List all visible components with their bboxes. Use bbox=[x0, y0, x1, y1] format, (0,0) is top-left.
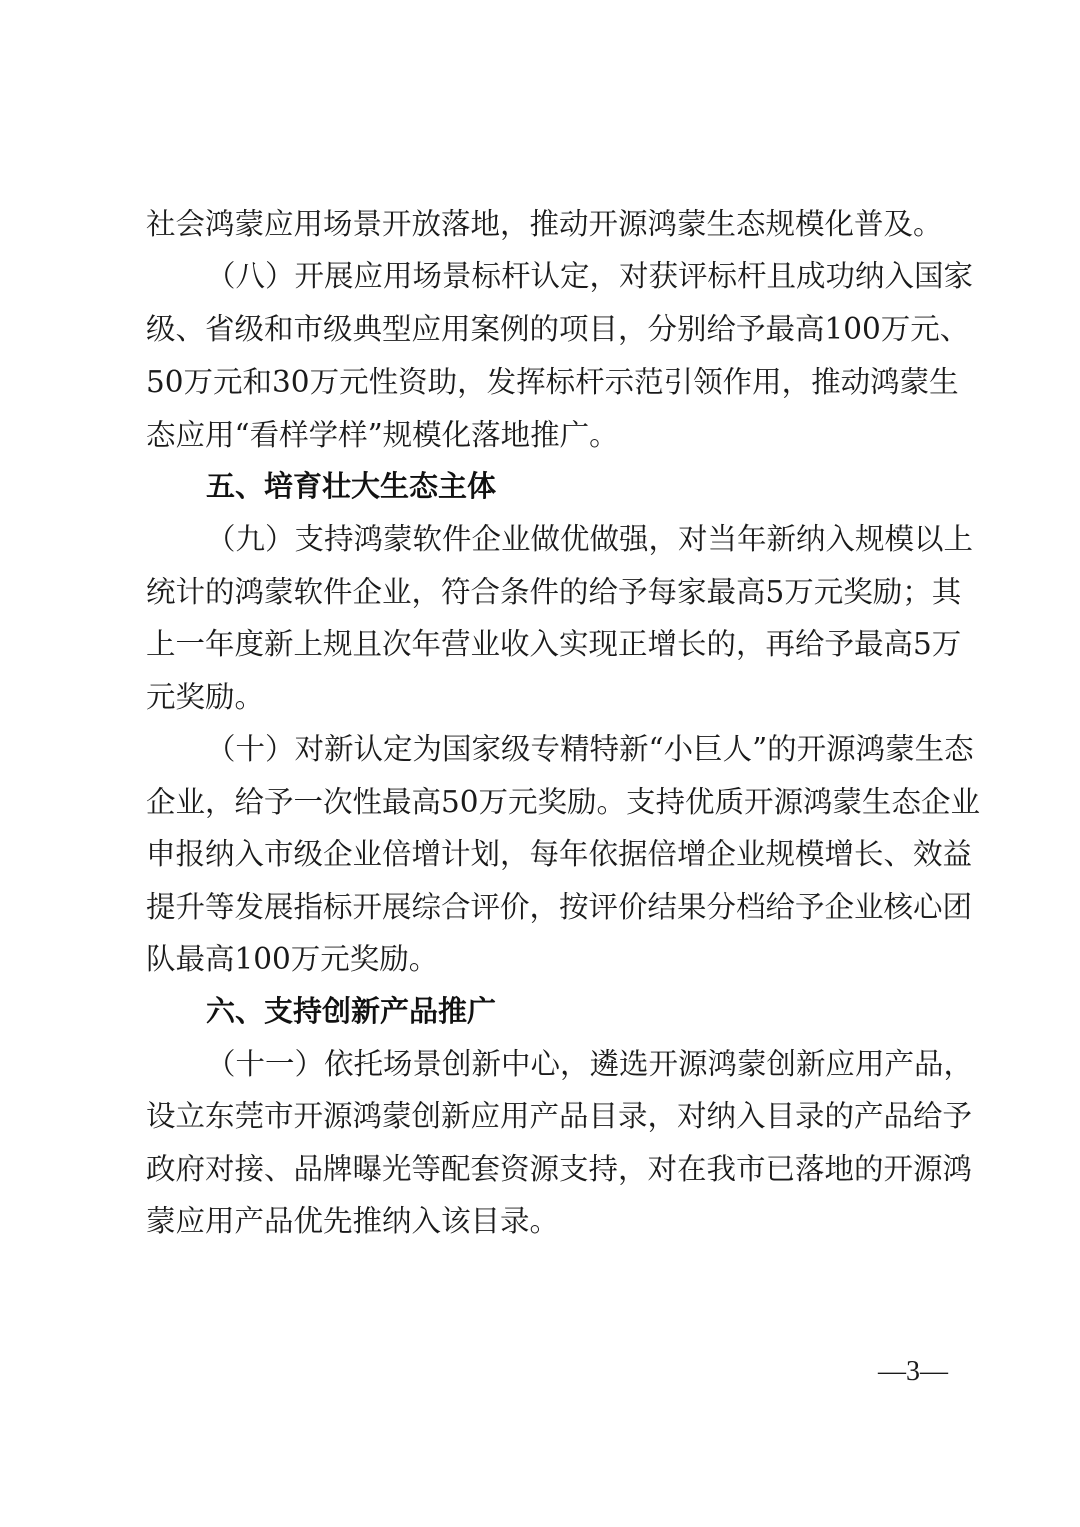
paragraph-line: （八）开展应用场景标杆认定，对获评标杆且成功纳入国家 bbox=[206, 259, 974, 293]
paragraph-line: 元奖励。 bbox=[146, 680, 265, 714]
paragraph-line: 社会鸿蒙应用场景开放落地，推动开源鸿蒙生态规模化普及。 bbox=[146, 207, 943, 241]
paragraph-line: 蒙应用产品优先推纳入该目录。 bbox=[146, 1204, 560, 1238]
section-heading: 六、支持创新产品推广 bbox=[206, 994, 497, 1028]
paragraph-line: 统计的鸿蒙软件企业，符合条件的给予每家最高5万元奖励；其 bbox=[146, 575, 962, 609]
paragraph-line: （十）对新认定为国家级专精特新“小巨人”的开源鸿蒙生态 bbox=[206, 732, 974, 766]
paragraph-line: （十一）依托场景创新中心，遴选开源鸿蒙创新应用产品， bbox=[206, 1047, 974, 1081]
paragraph-line: 设立东莞市开源鸿蒙创新应用产品目录，对纳入目录的产品给予 bbox=[146, 1099, 973, 1133]
paragraph-line: 提升等发展指标开展综合评价，按评价结果分档给予企业核心团 bbox=[146, 890, 973, 924]
page-number: —3— bbox=[878, 1356, 948, 1387]
paragraph-line: （九）支持鸿蒙软件企业做优做强，对当年新纳入规模以上 bbox=[206, 522, 974, 556]
paragraph-line: 50万元和30万元性资助，发挥标杆示范引领作用，推动鸿蒙生 bbox=[146, 365, 959, 399]
paragraph-line: 上一年度新上规且次年营业收入实现正增长的，再给予最高5万 bbox=[146, 627, 962, 661]
paragraph-line: 申报纳入市级企业倍增计划，每年依据倍增企业规模增长、效益 bbox=[146, 837, 973, 871]
paragraph-line: 政府对接、品牌曝光等配套资源支持，对在我市已落地的开源鸿 bbox=[146, 1152, 973, 1186]
paragraph-line: 态应用“看样学样”规模化落地推广。 bbox=[146, 418, 619, 452]
section-heading: 五、培育壮大生态主体 bbox=[206, 469, 497, 503]
paragraph-line: 级、省级和市级典型应用案例的项目，分别给予最高100万元、 bbox=[146, 312, 970, 346]
paragraph-line: 企业，给予一次性最高50万元奖励。支持优质开源鸿蒙生态企业 bbox=[146, 785, 981, 819]
paragraph-line: 队最高100万元奖励。 bbox=[146, 942, 439, 976]
